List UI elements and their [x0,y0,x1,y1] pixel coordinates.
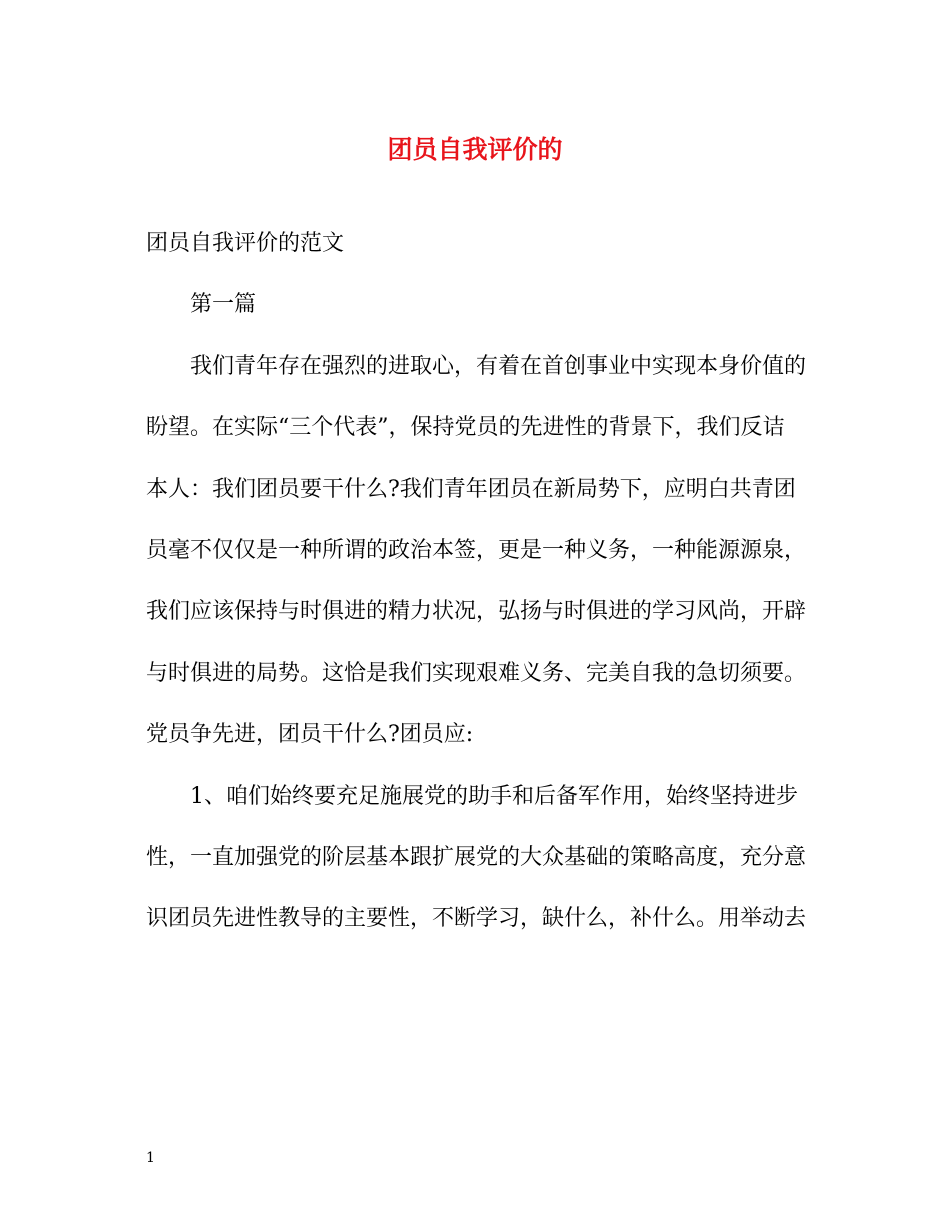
body-line: 1、咱们始终要充足施展党的助手和后备军作用，始终坚持进步 [190,783,798,809]
page-number: 1 [146,1150,155,1166]
body-line: 识团员先进性教导的主要性，不断学习，缺什么，补什么。用举动去 [146,906,806,932]
body-line: 盼望。在实际“三个代表”，保持党员的先进性的背景下，我们反诘 [146,415,785,441]
document-body [146,213,806,950]
section-heading: 第一篇 [190,292,257,318]
body-line: 性，一直加强党的阶层基本跟扩展党的大众基础的策略高度，充分意 [146,844,806,870]
body-line: 党员争先进，团员干什么?团员应: [146,722,474,748]
body-line: 本人：我们团员要干什么?我们青年团员在新局势下，应明白共青团 [146,476,796,502]
body-line: 我们应该保持与时俱进的精力状况，弘扬与时俱进的学习风尚，开辟 [146,599,806,625]
document-title: 团员自我评价的 [387,135,563,164]
body-line: 员毫不仅仅是一种所谓的政治本签，更是一种义务，一种能源源泉， [146,537,806,563]
body-line: 我们青年存在强烈的进取心，有着在首创事业中实现本身价值的 [190,353,806,379]
body-line: 与时俱进的局势。这恰是我们实现艰难义务、完美自我的急切须要。 [146,660,806,686]
document-subtitle: 团员自我评价的范文 [146,231,345,256]
